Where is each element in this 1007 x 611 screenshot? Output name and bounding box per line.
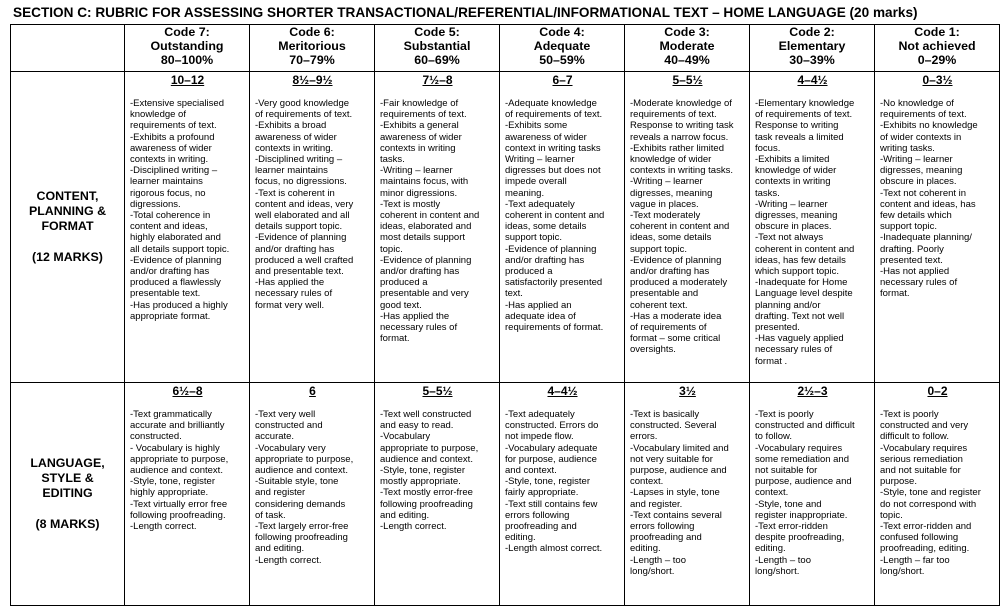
descriptor-line: details support topic. [255,221,343,233]
descriptor-line: -No knowledge of [880,98,954,109]
page-title: SECTION C: RUBRIC FOR ASSESSING SHORTER TRANSACTIONAL/REFERENTIAL/INFORMATIONAL TEXT – HOME LANGUAGE (20 marks) [13,5,918,20]
descriptor-line: constructed. Errors do [505,420,599,432]
descriptor-line: -Writing – learner [880,154,953,166]
score-range: 3½ [679,384,696,398]
descriptor-line: editing. [630,543,661,555]
descriptor-line: -Text error-ridden [755,521,828,533]
descriptor-line: content and ideas, has [880,198,976,210]
row-label: CONTENT, PLANNING & FORMAT (12 MARKS) [11,72,125,383]
descriptor-line: necessary rules of [380,322,458,334]
descriptor-line: -Length almost correct. [505,543,603,555]
descriptor-line: -Text adequately [505,198,575,210]
descriptor-line: audience and context. [255,465,348,477]
descriptor-line: following proofreading [380,498,473,510]
descriptor-line: accurate and brilliantly [130,420,225,432]
descriptor-line: knowledge of wider [630,154,712,166]
descriptor-line: coherent in content and [755,243,855,255]
descriptor-line: necessary rules of [755,344,833,356]
descriptor-line: appropriate to purpose, [380,442,479,454]
descriptor-line: digresses, meaning [880,165,963,177]
descriptor-line: -Length correct. [380,521,447,533]
descriptor-line: audience and context. [130,465,223,477]
descriptor-line: reveals a narrow focus. [630,131,729,143]
descriptor-line: constructed. [130,431,182,443]
descriptor-line: -Exhibits no knowledge [880,120,978,132]
descriptor-line: of requirements of [630,322,707,334]
descriptor-line: presented text. [880,254,943,266]
descriptor-line: long/short. [630,565,675,577]
descriptor-line: -Fair knowledge of [380,98,459,109]
descriptor-line: -Has produced a highly [130,299,228,311]
descriptor-line: -Elementary knowledge [755,98,855,109]
descriptor-line: errors following [630,521,695,533]
descriptor-line: -Writing – learner [380,165,453,177]
descriptor-line: contexts in writing. [255,142,334,154]
descriptor-cell [875,383,1000,606]
descriptor-line: -Exhibits a general [380,120,459,132]
descriptor-line: awareness of wider [255,131,337,143]
descriptor-line: knowledge of [130,109,186,121]
descriptor-line: Response to writing [755,120,839,132]
descriptor-line: appropriate to purpose, [255,453,354,465]
descriptor-line: fairly appropriate. [505,487,579,499]
descriptor-line: -Moderate knowledge of [630,98,732,109]
descriptor-line: -Text moderately [630,210,701,222]
descriptor-line: constructed. Several [630,420,717,432]
descriptor-line: -Evidence of planning [130,254,222,266]
descriptor-line: knowledge of wider [755,165,837,177]
descriptor-line: coherent in content and [380,210,480,222]
descriptor-line: format. [880,288,910,300]
descriptor-line: digressions. [130,198,181,210]
descriptor-line: difficult to follow. [880,431,950,443]
descriptor-line: drafting. Poorly [880,243,944,255]
descriptor-line: Response to writing task [630,120,734,132]
descriptor-line: and editing. [380,509,430,521]
descriptor-cell [625,72,750,383]
descriptor-line: appropriate format. [130,310,211,322]
descriptor-line: focus, no digressions. [255,176,347,188]
descriptor-line: learner maintains [255,165,328,177]
header-cell: Code 5: Substantial 60–69% [375,25,500,72]
descriptor-line: long/short. [755,565,800,577]
descriptor-line: contexts in writing tasks. [630,165,733,177]
descriptor-line: -Vocabulary [380,431,431,443]
descriptor-line: which support topic. [755,266,839,278]
descriptor-line: support topic. [880,221,938,233]
descriptor-line: not impede flow. [505,431,574,443]
descriptor-line: -Text not always [755,232,824,244]
descriptor-line: -Length – far too [880,554,950,566]
descriptor-line: purpose, audience and [630,465,727,477]
descriptor-line: -Evidence of planning [380,254,472,266]
descriptor-line: produced a [380,277,428,289]
descriptor-line: -Style, tone, register [380,465,466,477]
descriptor-line: drafting. Text not well [755,310,845,322]
descriptor-line: vague in places. [630,198,699,210]
descriptor-line: digresses, meaning [755,210,838,222]
descriptor-line: -Text largely error-free [255,521,349,533]
descriptor-cell [250,383,375,606]
header-cell: Code 7: Outstanding 80–100% [125,25,250,72]
descriptor-line: coherent text. [630,299,688,311]
descriptor-line: -Text well constructed [380,409,472,420]
descriptor-line: -Disciplined writing – [255,154,343,166]
descriptor-line: -Text not coherent in [880,187,967,199]
descriptor-line: well elaborated and all [255,210,350,222]
descriptor-line: minor digressions. [380,187,458,199]
descriptor-line: and/or drafting has [505,254,585,266]
descriptor-line: ideas, elaborated and [380,221,472,233]
descriptor-line: -Writing – learner [755,198,828,210]
descriptor-line: not very suitable for [630,453,713,465]
descriptor-line: -Text is basically [630,409,700,420]
descriptor-line: and/or drafting has [380,266,460,278]
descriptor-line: not suitable for [755,465,818,477]
descriptor-line: -Length correct. [130,521,197,533]
descriptor-line: contexts in writing [755,176,831,188]
descriptor-line: awareness of wider [505,131,587,143]
descriptor-line: -Exhibits a limited [755,154,830,166]
descriptor-cell [750,72,875,383]
descriptor-line: produced a well crafted [255,254,354,266]
descriptor-line: purpose, audience and [755,476,852,488]
descriptor-line: -Text still contains few [505,498,598,510]
descriptor-line: -Inadequate planning/ [880,232,972,244]
descriptor-line: task reveals a limited [755,131,844,143]
descriptor-line: and/or drafting has [130,266,210,278]
descriptor-line: -Extensive specialised [130,98,224,109]
descriptor-cell [375,72,500,383]
descriptor-line: context. [630,476,664,488]
descriptor-line: and/or drafting has [630,266,710,278]
descriptor-line: and register [255,487,306,499]
descriptor-line: highly elaborated and [130,232,221,244]
descriptor-line: to follow. [755,431,792,443]
descriptor-line: - Vocabulary is highly [130,442,220,454]
descriptor-line: -Style, tone, register [505,476,591,488]
score-range: 4–4½ [547,384,578,398]
descriptor-line: -Exhibits some [505,120,568,132]
descriptor-line: confused following [880,532,959,544]
descriptor-cell [125,72,250,383]
descriptor-line: coherent in content and [505,210,605,222]
descriptor-line: -Lapses in style, tone [630,487,720,499]
descriptor-line: -Length correct. [255,554,322,566]
descriptor-line: -Evidence of planning [505,243,597,255]
descriptor-line: -Text is mostly [380,198,441,210]
descriptor-line: satisfactorily presented [505,277,603,289]
rubric-row-language [11,383,1000,606]
descriptor-cell [125,383,250,606]
descriptor-line: -Has applied an [505,299,572,311]
descriptor-line: text. [505,288,523,300]
descriptor-line: and register. [630,498,683,510]
descriptor-line: proofreading and [505,521,577,533]
descriptor-line: awareness of wider [380,131,462,143]
descriptor-line: -Text very well [255,409,316,420]
descriptor-line: meaning. [505,187,545,199]
score-range: 2½–3 [797,384,828,398]
descriptor-line: few details which [880,210,952,222]
descriptor-line: produced a moderately [630,277,728,289]
rubric-table [10,24,1000,606]
row-label: LANGUAGE, STYLE & EDITING (8 MARKS) [11,383,125,606]
descriptor-line: -Writing – learner [630,176,703,188]
descriptor-line: Writing – learner [505,154,575,166]
descriptor-line: tasks. [380,154,405,166]
score-range: 6–7 [552,73,573,87]
descriptor-line: -Adequate knowledge [505,98,597,109]
descriptor-line: serious remediation [880,453,963,465]
descriptor-line: -Text error-ridden and [880,521,972,533]
score-range: 5–5½ [422,384,453,398]
descriptor-line: constructed and [255,420,323,432]
descriptor-line: -Vocabulary requires [880,442,968,454]
descriptor-line: -Style, tone and [755,498,822,510]
descriptor-line: support topic. [505,232,563,244]
header-cell: Code 6: Meritorious 70–79% [250,25,375,72]
descriptor-line: for purpose, audience [505,453,597,465]
descriptor-line: planning and/or [755,299,821,311]
descriptor-line: -Text grammatically [130,409,212,420]
descriptor-line: constructed and very [880,420,969,432]
descriptor-line: contexts in writing. [130,154,209,166]
descriptor-line: requirements of format. [505,322,604,334]
descriptor-line: errors. [630,431,658,443]
descriptor-line: -Vocabulary requires [755,442,843,454]
descriptor-cell [750,383,875,606]
descriptor-line: -Has vaguely applied [755,333,844,345]
descriptor-line: long/short. [880,565,925,577]
corner-cell [11,25,125,72]
descriptor-line: produced a flawlessly [130,277,221,289]
descriptor-line: register inappropriate. [755,509,848,521]
descriptor-line: and presentable text. [255,266,344,278]
descriptor-line: -Has applied the [255,277,325,289]
descriptor-line: -Evidence of planning [630,254,722,266]
descriptor-line: obscure in places. [755,221,832,233]
descriptor-cell [375,383,500,606]
descriptor-line: -Text adequately [505,409,575,420]
header-cell: Code 1: Not achieved 0–29% [875,25,1000,72]
descriptor-line: content and ideas, [130,221,208,233]
descriptor-line: -Has applied the [380,310,450,322]
descriptor-line: of wider contexts in [880,131,962,143]
descriptor-line: format . [755,355,788,367]
descriptor-line: and context. [505,465,557,477]
descriptor-line: -Exhibits a broad [255,120,327,132]
descriptor-line: -Exhibits a profound [130,131,215,143]
descriptor-line: -Length – too [755,554,811,566]
descriptor-line: topic. [380,243,403,255]
descriptor-line: -Text mostly error-free [380,487,473,499]
descriptor-line: ideas, some details [505,221,587,233]
descriptor-cell [500,383,625,606]
descriptor-line: topic. [880,509,903,521]
descriptor-line: writing tasks. [880,142,935,154]
header-cell: Code 2: Elementary 30–39% [750,25,875,72]
descriptor-line: -Vocabulary adequate [505,442,598,454]
descriptor-line: -Evidence of planning [255,232,347,244]
descriptor-line: -Vocabulary limited and [630,442,729,454]
descriptor-line: coherent in content and [630,221,730,233]
descriptor-line: requirements of text. [380,109,467,121]
descriptor-line: necessary rules of [255,288,333,300]
descriptor-line: -Inadequate for Home [755,277,848,289]
score-range: 7½–8 [422,73,453,87]
descriptor-line: audience and context. [380,453,473,465]
descriptor-line: of task. [255,509,286,521]
descriptor-line: purpose. [880,476,917,488]
descriptor-line: format very well. [255,299,325,311]
descriptor-cell [625,383,750,606]
descriptor-line: awareness of wider [130,142,212,154]
descriptor-line: of requirements of text. [755,109,853,121]
descriptor-line: -Very good knowledge [255,98,350,109]
descriptor-line: impede overall [505,176,567,188]
descriptor-line: appropriate to purpose, [130,453,229,465]
descriptor-line: requirements of text. [630,109,717,121]
descriptor-line: maintains focus, with [380,176,469,188]
header-cell: Code 4: Adequate 50–59% [500,25,625,72]
descriptor-line: proofreading, editing. [880,543,970,555]
descriptor-line: considering demands [255,498,346,510]
descriptor-line: -Style, tone, register [130,476,216,488]
descriptor-line: accurate. [255,431,295,443]
descriptor-line: of requirements of text. [255,109,353,121]
descriptor-line: good text. [380,299,422,311]
descriptor-line: of requirements of text. [505,109,603,121]
descriptor-line: presented. [755,322,800,334]
descriptor-line: necessary rules of [880,277,958,289]
descriptor-line: ideas, some details [630,232,712,244]
descriptor-line: constructed and difficult [755,420,855,432]
descriptor-line: editing. [505,532,536,544]
descriptor-line: Language level despite [755,288,853,300]
descriptor-line: do not correspond with [880,498,977,510]
descriptor-line: digresses, meaning [630,187,713,199]
descriptor-line: presentable text. [130,288,201,300]
descriptor-line: presentable and [630,288,699,300]
descriptor-line: editing. [755,543,786,555]
descriptor-line: -Text is poorly [880,409,939,420]
descriptor-line: highly appropriate. [130,487,209,499]
rubric-row-content [11,72,1000,383]
descriptor-line: obscure in places. [880,176,957,188]
descriptor-line: ideas, has few details [755,254,846,266]
descriptor-line: rigorous focus, no [130,187,206,199]
descriptor-line: learner maintains [130,176,203,188]
score-range: 6½–8 [172,384,203,398]
header-row [11,25,1000,72]
descriptor-line: adequate idea of [505,310,576,322]
descriptor-line: errors following [505,509,570,521]
descriptor-line: focus. [755,142,781,154]
descriptor-line: oversights. [630,344,676,356]
descriptor-line: proofreading and [630,532,702,544]
score-range: 0–2 [927,384,948,398]
descriptor-line: following proofreading [255,532,348,544]
descriptor-line: -Length – too [630,554,686,566]
descriptor-line: mostly appropriate. [380,476,461,488]
score-range: 8½–9½ [292,73,333,87]
descriptor-line: -Disciplined writing – [130,165,218,177]
descriptor-line: -Text virtually error free [130,498,228,510]
descriptor-line: -Total coherence in [130,210,211,222]
descriptor-line: requirements of text. [130,120,217,132]
descriptor-line: -Vocabulary very [255,442,326,454]
descriptor-line: digresses but does not [505,165,601,177]
descriptor-cell [875,72,1000,383]
descriptor-line: some remediation and [755,453,849,465]
descriptor-line: and easy to read. [380,420,454,432]
descriptor-line: -Text contains several [630,509,722,521]
descriptor-line: despite proofreading, [755,532,845,544]
descriptor-line: produced a [505,266,553,278]
descriptor-line: -Has a moderate idea [630,310,722,322]
descriptor-line: and/or drafting has [255,243,335,255]
descriptor-line: -Suitable style, tone [255,476,339,488]
score-range: 5–5½ [672,73,703,87]
descriptor-line: context in writing tasks [505,142,601,154]
descriptor-line: requirements of text. [880,109,967,121]
descriptor-line: context. [755,487,789,499]
descriptor-line: -Exhibits rather limited [630,142,724,154]
descriptor-cell [250,72,375,383]
header-cell: Code 3: Moderate 40–49% [625,25,750,72]
descriptor-line: -Has not applied [880,266,950,278]
descriptor-line: presentable and very [380,288,469,300]
descriptor-line: -Text is coherent in [255,187,335,199]
descriptor-line: -Style, tone and register [880,487,981,499]
descriptor-line: format – some critical [630,333,721,345]
descriptor-line: and editing. [255,543,305,555]
descriptor-line: contexts in writing [380,142,456,154]
score-range: 6 [309,384,316,398]
score-range: 0–3½ [922,73,953,87]
descriptor-line: most details support [380,232,466,244]
descriptor-line: following proofreading. [130,509,226,521]
descriptor-line: -Text is poorly [755,409,814,420]
descriptor-line: tasks. [755,187,780,199]
descriptor-line: content and ideas, very [255,198,354,210]
score-range: 4–4½ [797,73,828,87]
descriptor-line: all details support topic. [130,243,230,255]
descriptor-cell [500,72,625,383]
descriptor-line: format. [380,333,410,345]
descriptor-line: support topic. [630,243,688,255]
score-range: 10–12 [170,73,205,87]
descriptor-line: and not suitable for [880,465,961,477]
